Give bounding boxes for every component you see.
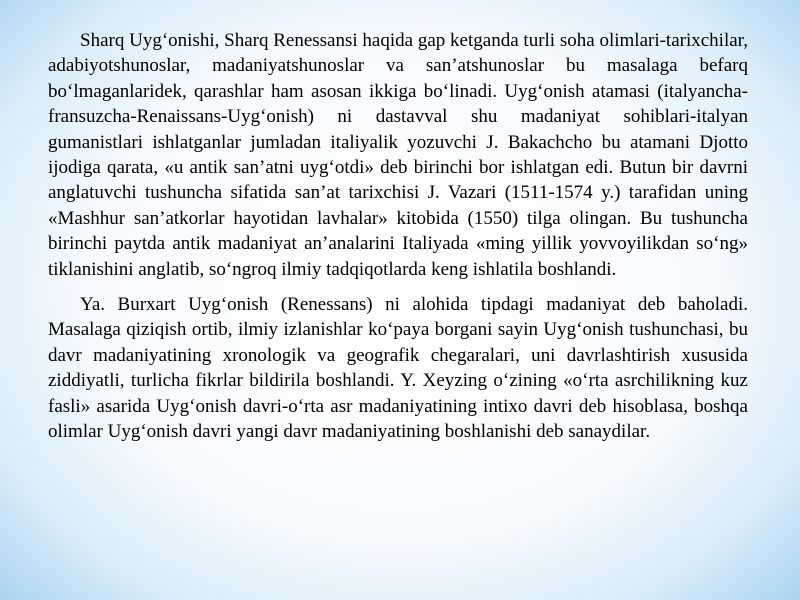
paragraph-2: Ya. Burxart Uyg‘onish (Renessans) ni alohida tipdagi madaniyat deb baholadi. Masalaga qiziqish ortib, ilmiy izlanishlar ko‘paya borgani sayin Uyg‘onish tushunchasi, bu davr madaniyatining xronologik va geografik chegaralari, uni davrlashtirish xususida ziddiyatli, turlicha fikrlar bildirila boshlandi. Y. Xeyzing o‘zining «o‘rta asrchilikning kuz fasli» asarida Uyg‘onish davri-o‘rta asr madaniyatining intixo davri deb hisoblasa, boshqa olimlar Uyg‘onish davri yangi davr madaniyatining boshlanishi deb sanaydilar.	[48, 294, 748, 443]
document-page	[48, 28, 748, 445]
paragraph-1: Sharq Uyg‘onishi, Sharq Renessansi haqida gap ketganda turli soha olimlari-tarixchilar, adabiyotshunoslar, madaniyatshunoslar va san’atshunoslar bu masalaga befarq bo‘lmaganlaridek, qarashlar ham asosan ikkiga bo‘linadi. Uyg‘onish atamasi (italyancha-fransuzcha-Renaissans-Uyg‘onish) ni dastavval shu madaniyat sohiblari-italyan gumanistlari ishlatganlar jumladan italiyalik yozuvchi J. Bakachcho bu atamani Djotto ijodiga qarata, «u antik san’atni uyg‘otdi» deb birinchi bor ishlatgan edi. Butun bir davrni anglatuvchi tushuncha sifatida san’at tarixchisi J. Vazari (1511-1574 y.) tarafidan uning «Mashhur san’atkorlar hayotidan lavhalar» kitobida (1550) tilga olingan. Bu tushuncha birinchi paytda antik madaniyat an’analarini Italiyada «ming yillik yovvoyilikdan so‘ng» tiklanishini anglatib, so‘ngroq ilmiy tadqiqotlarda keng ishlatila boshlandi.	[48, 30, 748, 280]
